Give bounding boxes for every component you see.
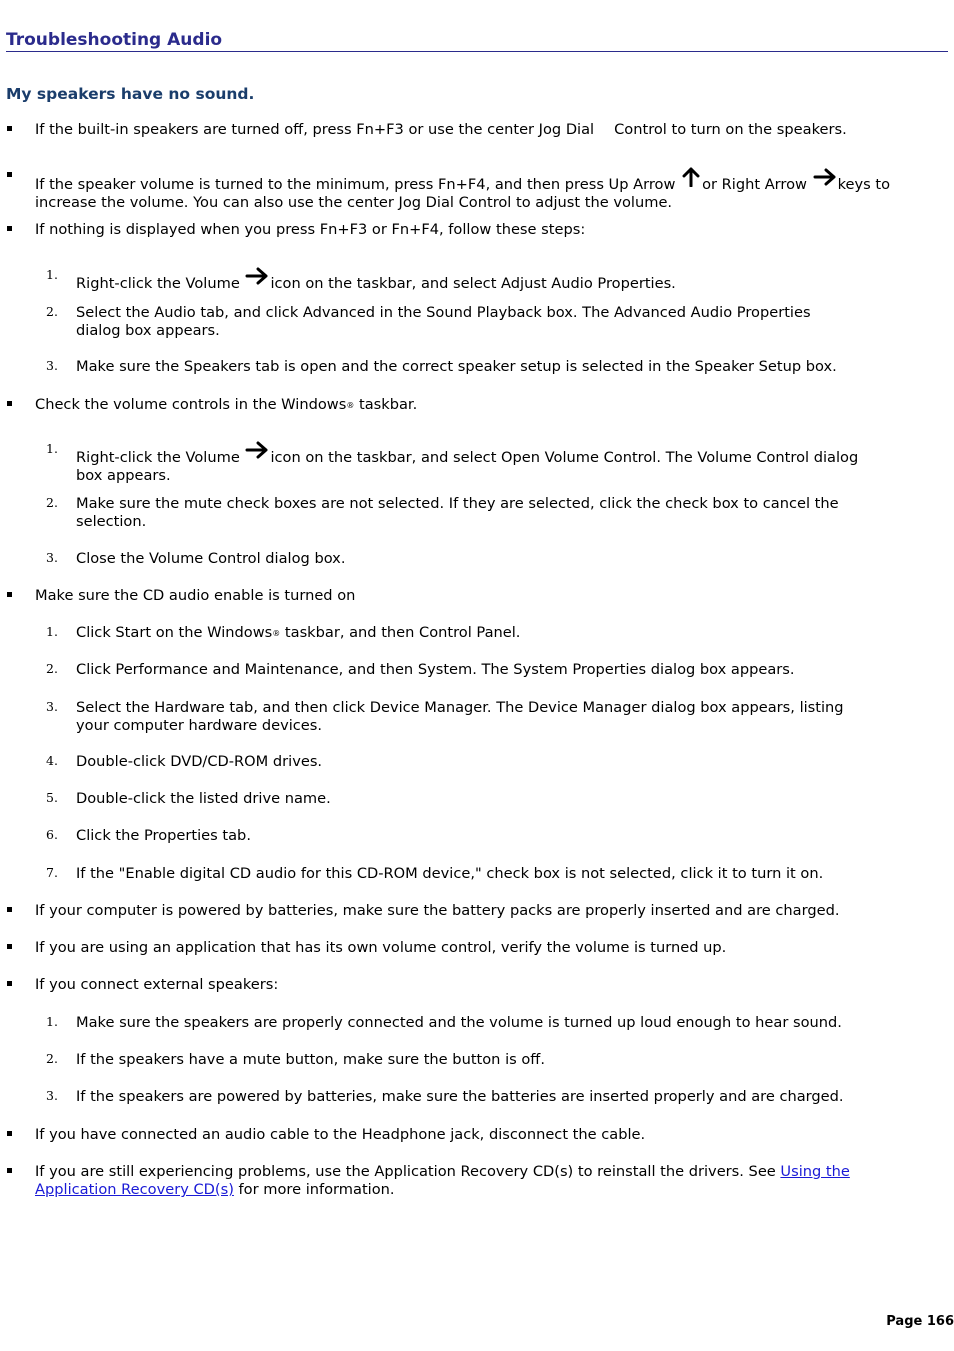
step-item: Select the Hardware tab, and then click Device Manager. The Device Manager dialog box appears, listing your computer hardware devices. bbox=[76, 699, 844, 734]
step-text: icon on the taskbar, and select Open Volume Control. The Volume Control dialog bbox=[270, 449, 859, 466]
up-arrow-icon bbox=[681, 167, 701, 187]
bullet-text: Check the volume controls in the Windows bbox=[35, 396, 347, 413]
step-number: 2. bbox=[46, 661, 58, 676]
step-item: Make sure the mute check boxes are not selected. If they are selected, click the check box to cancel the selection. bbox=[76, 495, 839, 530]
bullet-marker bbox=[7, 944, 12, 949]
step-number: 6. bbox=[46, 827, 58, 842]
bullet-marker bbox=[7, 401, 12, 406]
section-heading: My speakers have no sound. bbox=[6, 85, 255, 103]
step-number: 3. bbox=[46, 699, 58, 714]
bullet-text: taskbar. bbox=[354, 396, 418, 413]
bullet-marker bbox=[7, 1168, 12, 1173]
step-text: Right-click the Volume bbox=[76, 275, 240, 292]
step-number: 7. bbox=[46, 865, 58, 880]
step-number: 3. bbox=[46, 1088, 58, 1103]
bullet-text: If the built-in speakers are turned off, press Fn+F3 or use the center Jog Dial bbox=[35, 121, 595, 138]
bullet-marker bbox=[7, 592, 12, 597]
step-text: box appears. bbox=[76, 467, 171, 484]
bullet-text: increase the volume. You can also use the center Jog Dial Control to adjust the volume. bbox=[35, 194, 673, 211]
bullet-marker bbox=[7, 907, 12, 912]
step-text: icon on the taskbar, and select Adjust Audio Properties. bbox=[270, 275, 676, 292]
step-number: 1. bbox=[46, 1014, 58, 1029]
bullet-marker bbox=[7, 981, 12, 986]
step-number: 2. bbox=[46, 495, 58, 510]
step-number: 1. bbox=[46, 441, 58, 456]
bullet-item-cd-audio: Make sure the CD audio enable is turned on bbox=[35, 587, 356, 604]
step-item: Double-click DVD/CD-ROM drives. bbox=[76, 753, 323, 770]
step-item: Close the Volume Control dialog box. bbox=[76, 550, 346, 567]
step-number: 5. bbox=[46, 790, 58, 805]
bullet-item-external-speakers: If you connect external speakers: bbox=[35, 976, 279, 993]
bullet-marker bbox=[7, 226, 12, 231]
step-item bbox=[76, 441, 896, 485]
recovery-cd-link-continued[interactable]: Application Recovery CD(s) bbox=[35, 1181, 234, 1198]
step-text: Right-click the Volume bbox=[76, 449, 240, 466]
bullet-text: keys to bbox=[837, 176, 891, 193]
step-item: If the speakers have a mute button, make sure the button is off. bbox=[76, 1051, 545, 1068]
step-item: Select the Audio tab, and click Advanced in the Sound Playback box. The Advanced Audio Properties dialog box appears. bbox=[76, 304, 811, 339]
bullet-item-application-volume: If you are using an application that has its own volume control, verify the volume is turned up. bbox=[35, 939, 727, 956]
step-number: 4. bbox=[46, 753, 58, 768]
step-text: Click Start on the Windows bbox=[76, 624, 273, 641]
volume-arrow-icon bbox=[245, 267, 269, 285]
bullet-text: for more information. bbox=[233, 1181, 395, 1198]
step-number: 2. bbox=[46, 304, 58, 319]
step-item: If the "Enable digital CD audio for this CD-ROM device," check box is not selected, click it to turn it on. bbox=[76, 865, 824, 882]
bullet-item-recovery-cd bbox=[35, 1163, 935, 1199]
step-item bbox=[76, 624, 896, 643]
step-number: 3. bbox=[46, 358, 58, 373]
bullet-item-speakers-off bbox=[35, 121, 935, 139]
step-number: 3. bbox=[46, 550, 58, 565]
page-number: Page 166 bbox=[886, 1314, 954, 1329]
step-item bbox=[76, 267, 896, 293]
step-number: 2. bbox=[46, 1051, 58, 1066]
bullet-text: or Right Arrow bbox=[702, 176, 807, 193]
registered-mark: ® bbox=[272, 629, 281, 638]
recovery-cd-link[interactable]: Using the bbox=[780, 1163, 850, 1180]
bullet-text: If you are still experiencing problems, use the Application Recovery CD(s) to reinstall the drivers. See bbox=[35, 1163, 781, 1180]
bullet-item-headphone-cable: If you have connected an audio cable to the Headphone jack, disconnect the cable. bbox=[35, 1126, 646, 1143]
bullet-marker bbox=[7, 1131, 12, 1136]
volume-arrow-icon bbox=[245, 441, 269, 459]
step-item: Make sure the Speakers tab is open and the correct speaker setup is selected in the Speaker Setup box. bbox=[76, 358, 837, 375]
step-item: Double-click the listed drive name. bbox=[76, 790, 331, 807]
step-item: If the speakers are powered by batteries, make sure the batteries are inserted properly and are charged. bbox=[76, 1088, 844, 1105]
right-arrow-icon bbox=[813, 168, 837, 186]
step-item: Make sure the speakers are properly connected and the volume is turned up loud enough to hear sound. bbox=[76, 1014, 842, 1031]
step-text: taskbar, and then Control Panel. bbox=[280, 624, 521, 641]
step-number: 1. bbox=[46, 267, 58, 282]
bullet-item-volume-minimum bbox=[35, 167, 935, 212]
registered-mark: ® bbox=[346, 401, 355, 410]
step-number: 1. bbox=[46, 624, 58, 639]
page-title: Troubleshooting Audio bbox=[6, 30, 948, 52]
step-item: Click Performance and Maintenance, and then System. The System Properties dialog box appears. bbox=[76, 661, 795, 678]
bullet-item-batteries: If your computer is powered by batteries, make sure the battery packs are properly inserted and are charged. bbox=[35, 902, 840, 919]
bullet-item-nothing-displayed: If nothing is displayed when you press Fn+F3 or Fn+F4, follow these steps: bbox=[35, 221, 586, 238]
bullet-marker bbox=[7, 172, 12, 177]
bullet-text: If the speaker volume is turned to the minimum, press Fn+F4, and then press Up Arrow bbox=[35, 176, 676, 193]
bullet-marker bbox=[7, 126, 12, 131]
step-item: Click the Properties tab. bbox=[76, 827, 251, 844]
bullet-text: Control to turn on the speakers. bbox=[614, 121, 847, 138]
bullet-item-volume-controls bbox=[35, 396, 935, 415]
